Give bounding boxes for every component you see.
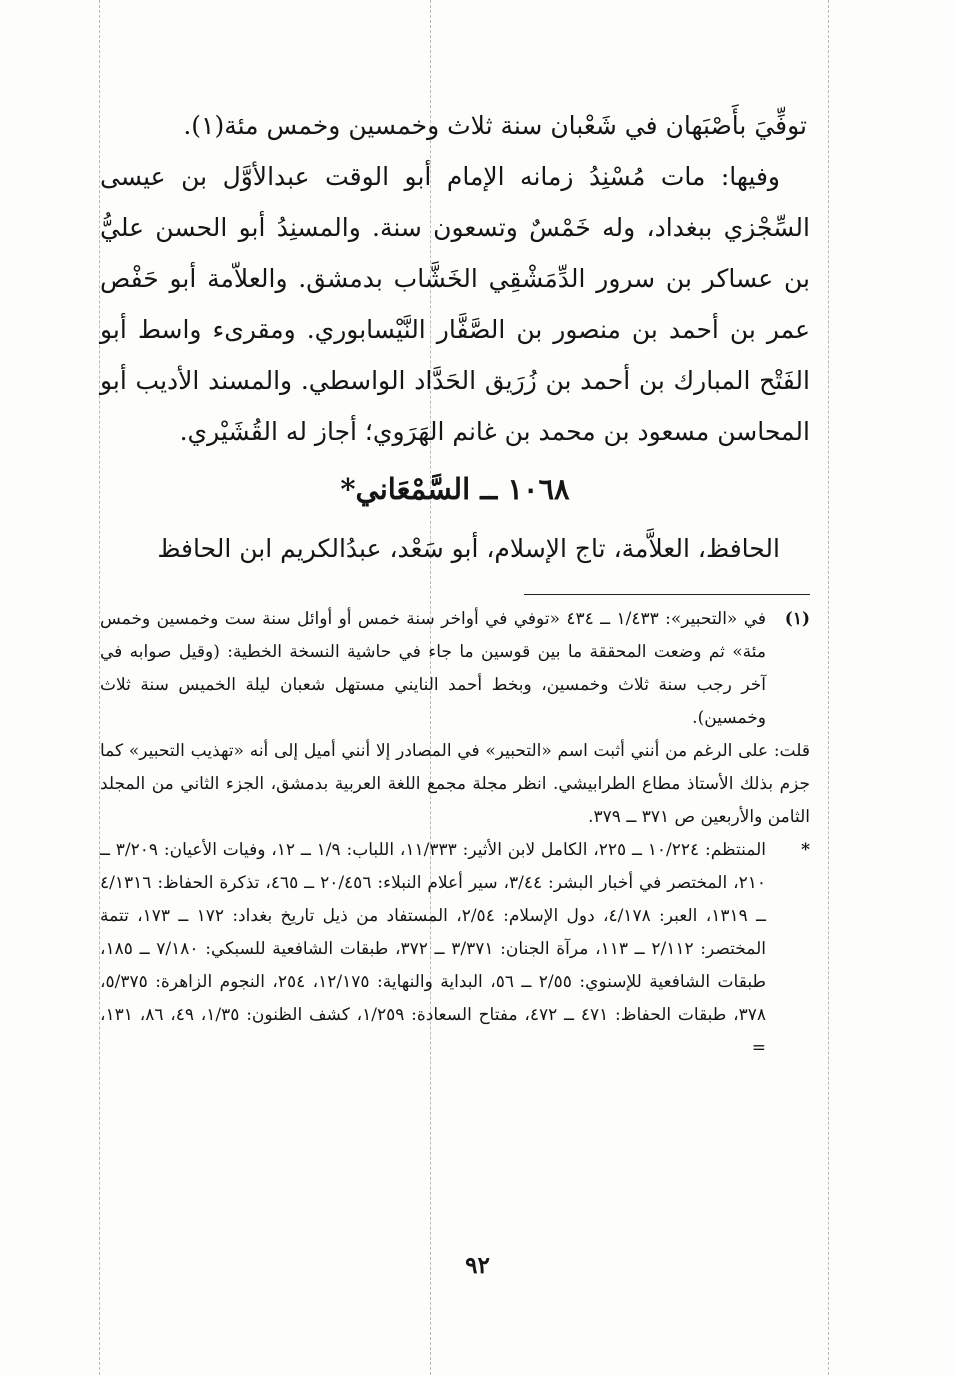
book-page [100,100,810,1065]
footnote-1-continuation: قلت: على الرغم من أنني أثبت اسم «التحبير» في المصادر إلا أنني أميل إلى أنه «تهذيب التحبير» كما جزم بذلك الأستاذ مطاع الطرابيشي. انظر مجلة مجمع اللغة العربية بدمشق، الجزء الثاني من المجلد الثامن والأربعين ص ٣٧١ ــ ٣٧٩. [100,741,810,827]
footnote-1-marker: (١) [784,609,810,629]
crop-line-right [828,0,829,1375]
entry-text [100,523,810,574]
paragraph-deaths-that-year: وفيها: مات مُسْنِدُ زمانه الإمام أبو الوقت عبدالأوَّل بن عيسى السِّجْزي ببغداد، وله خَمْسٌ وتسعون سنة. والمسنِدُ أبو الحسن عليُّ بن عساكر بن سرور الدِّمَشْقِي الخَشَّاب بدمشق. والعلاّمة أبو حَفْص عمر بن أحمد بن منصور بن الصَّفَّار النَّيْسابوري. ومقرىء واسط أبو الفَتْح المبارك بن أحمد بن زُرَيق الحَدَّاد الواسطي. والمسند الأديب أبو المحاسن مسعود بن محمد بن غانم الهَرَوي؛ أجاز له القُشَيْري. [100,162,810,446]
paragraph-entry-start: الحافظ، العلاَّمة، تاج الإسلام، أبو سَعْد، عبدُالكريم ابن الحافظ [157,534,780,563]
page-number: ٩٢ [465,1252,490,1279]
footnote-star-text: المنتظم: ١٠/٢٢٤ ــ ٢٢٥، الكامل لابن الأثير: ١١/٣٣٣، اللباب: ١/٩ ــ ١٢، وفيات الأعيان: ٣/٢٠٩ ــ ٢١٠، المختصر في أخبار البشر: ٣/٤٤، سير أعلام النبلاء: ٢٠/٤٥٦ ــ ٤٦٥، تذكرة الحفاظ: ٤/١٣١٦ ــ ١٣١٩، العبر: ٤/١٧٨، دول الإسلام: ٢/٥٤، المستفاد من ذيل تاريخ بغداد: ١٧٢ ــ ١٧٣، تتمة المختصر: ٢/١١٢ ــ ١١٣، مرآة الجنان: ٣/٣٧١ ــ ٣٧٢، طبقات الشافعية للسبكي: ٧/١٨٠ ــ ١٨٥، طبقات الشافعية للإسنوي: ٢/٥٥ ــ ٥٦، البداية والنهاية: ١٢/١٧٥، ٢٥٤، النجوم الزاهرة: ٥/٣٧٥، ٣٧٨، طبقات الحفاظ: ٤٧١ ــ ٤٧٢، مفتاح السعادة: ١/٢٥٩، كشف الظنون: ١/٣٥، ٤٩، ٨٦، ١٣١، = [100,840,767,1058]
paragraph-death-note: توفِّيَ بأَصْبَهان في شَعْبان سنة ثلاث وخمسين وخمس مئة(١). [183,111,807,140]
footnote-1-text: في «التحبير»: ١/٤٣٣ ــ ٤٣٤ «توفي في أواخر سنة خمس أو أوائل سنة ست وخمسين وخمس مئة» ثم وضعت المحققة ما بين قوسين ما جاء في حاشية النسخة الخطية: (وقيل صوابه في آخر رجب سنة ثلاث وخمسين، وبخط أحمد النايني مستهل شعبان ليلة الخميس سنة ثلاث وخمسين). [100,609,766,728]
footnote-separator [524,594,810,595]
footnote-1 [100,603,810,735]
main-text [100,100,810,457]
entry-heading: ١٠٦٨ ــ السَّمْعَاني* [340,472,570,506]
footnotes [100,603,810,1065]
footnote-star [100,834,810,1065]
footnote-star-marker: * [801,840,810,860]
